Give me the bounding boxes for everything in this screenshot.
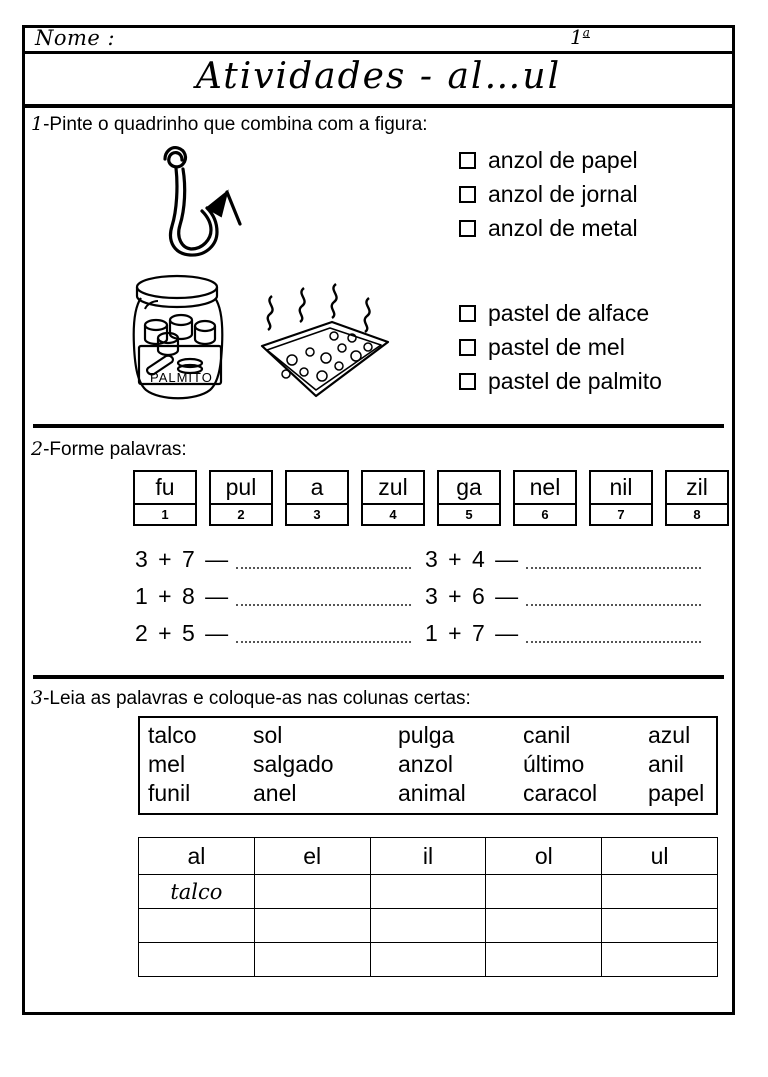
table-row: [139, 943, 718, 977]
table-cell[interactable]: [602, 943, 718, 977]
sorting-table: [138, 837, 718, 977]
option-group-pastel: [459, 296, 662, 398]
word-bank-word: anzol: [398, 751, 453, 777]
syllable-number: 3: [313, 507, 321, 522]
equation-answer-blank[interactable]: [526, 566, 701, 569]
syllable-number: 1: [161, 507, 169, 522]
word-bank-word: anil: [648, 751, 684, 777]
equation-expression: 1 + 8 —: [135, 583, 231, 609]
option-pastel-1[interactable]: [459, 296, 662, 330]
option-anzol-2[interactable]: [459, 177, 638, 211]
syllable-box: [513, 470, 577, 526]
syllable-box-row: [133, 470, 729, 526]
column-header-ul: ul: [602, 838, 718, 875]
exercise-2: [25, 428, 732, 675]
syllable-box: [209, 470, 273, 526]
word-bank-row: [148, 721, 716, 750]
exercise-2-instruction: Forme palavras:: [49, 439, 187, 460]
syllable-box: [285, 470, 349, 526]
fishing-hook-icon: [145, 138, 295, 268]
column-header-el: el: [254, 838, 370, 875]
exercise-1-dash: -: [43, 114, 50, 135]
exercise-1: [25, 108, 732, 424]
exercise-1-heading: [31, 113, 428, 136]
syllable-box: [437, 470, 501, 526]
equation-expression: 1 + 7 —: [425, 620, 521, 646]
syllable-number: 8: [693, 507, 701, 522]
syllable-text: nil: [591, 472, 651, 505]
equation-expression: 3 + 7 —: [135, 546, 231, 572]
option-anzol-3[interactable]: [459, 211, 638, 245]
equation-expression: 3 + 6 —: [425, 583, 521, 609]
equation-answer-blank[interactable]: [236, 566, 411, 569]
equation-answer-blank[interactable]: [526, 603, 701, 606]
exercise-3: [25, 679, 732, 979]
exercise-2-heading: [31, 438, 187, 461]
checkbox-icon[interactable]: [459, 186, 476, 203]
table-cell[interactable]: [486, 909, 602, 943]
checkbox-icon[interactable]: [459, 339, 476, 356]
exercise-3-dash: -: [43, 688, 50, 709]
column-header-ol: ol: [486, 838, 602, 875]
word-bank-word: azul: [648, 722, 691, 748]
option-label: anzol de jornal: [488, 180, 638, 207]
checkbox-icon[interactable]: [459, 220, 476, 237]
palmito-jar-and-pastel-icon: [120, 268, 450, 418]
word-bank-word: último: [523, 751, 585, 777]
checkbox-icon[interactable]: [459, 305, 476, 322]
option-label: pastel de alface: [488, 299, 650, 326]
table-cell[interactable]: [370, 943, 486, 977]
table-cell[interactable]: [254, 875, 370, 909]
checkbox-icon[interactable]: [459, 152, 476, 169]
checkbox-icon[interactable]: [459, 373, 476, 390]
column-header-al: al: [139, 838, 255, 875]
syllable-box: [133, 470, 197, 526]
equation-answer-blank[interactable]: [526, 640, 701, 643]
exercise-1-instruction: Pinte o quadrinho que combina com a figura:: [49, 114, 428, 135]
syllable-text: pul: [211, 472, 271, 505]
option-label: anzol de papel: [488, 146, 638, 173]
word-bank-word: canil: [523, 722, 571, 748]
option-group-anzol: [459, 143, 638, 245]
title-row: [25, 54, 732, 108]
word-bank-word: animal: [398, 780, 466, 806]
exercise-1-number: 1: [31, 113, 44, 135]
word-bank: [138, 716, 718, 815]
table-row: [139, 875, 718, 909]
option-pastel-2[interactable]: [459, 330, 662, 364]
equation-expression: 3 + 4 —: [425, 546, 521, 572]
equation-answer-blank[interactable]: [236, 603, 411, 606]
option-label: anzol de metal: [488, 214, 638, 241]
word-bank-word: talco: [148, 722, 197, 748]
exercise-3-instruction: Leia as palavras e coloque-as nas colunas certas:: [49, 688, 471, 709]
table-cell[interactable]: [254, 909, 370, 943]
word-bank-word: funil: [148, 780, 191, 806]
equation-row: [425, 620, 715, 647]
table-cell[interactable]: [486, 875, 602, 909]
name-row: [25, 25, 732, 54]
word-bank-word: pulga: [398, 722, 455, 748]
svg-text:PALMITO: PALMITO: [150, 370, 213, 385]
syllable-text: a: [287, 472, 347, 505]
syllable-text: fu: [135, 472, 195, 505]
grade-ordinal: a: [582, 25, 590, 40]
option-label: pastel de mel: [488, 333, 625, 360]
syllable-text: nel: [515, 472, 575, 505]
table-cell[interactable]: [370, 909, 486, 943]
exercise-2-dash: -: [43, 439, 50, 460]
word-bank-word: papel: [648, 780, 705, 806]
syllable-box: [589, 470, 653, 526]
exercise-2-number: 2: [31, 438, 44, 460]
exercise-3-heading: [31, 687, 471, 710]
syllable-number: 4: [389, 507, 397, 522]
table-cell[interactable]: [602, 909, 718, 943]
equation-grid: [135, 546, 725, 647]
worksheet-page: [22, 25, 735, 1015]
table-cell[interactable]: [254, 943, 370, 977]
word-bank-word: caracol: [523, 780, 598, 806]
table-cell[interactable]: [139, 943, 255, 977]
syllable-box: [361, 470, 425, 526]
syllable-text: zil: [667, 472, 727, 505]
syllable-text: zul: [363, 472, 423, 505]
table-cell[interactable]: [486, 943, 602, 977]
option-anzol-1[interactable]: [459, 143, 638, 177]
syllable-box: [665, 470, 729, 526]
equation-row: [135, 583, 425, 610]
table-cell[interactable]: [370, 875, 486, 909]
syllable-number: 5: [465, 507, 473, 522]
equation-row: [135, 620, 425, 647]
page-title: Atividades - al…ul: [195, 56, 562, 97]
equation-row: [135, 546, 425, 573]
column-header-il: il: [370, 838, 486, 875]
equation-expression: 2 + 5 —: [135, 620, 231, 646]
equation-answer-blank[interactable]: [236, 640, 411, 643]
exercise-3-number: 3: [31, 687, 44, 709]
word-bank-word: salgado: [253, 751, 334, 777]
option-label: pastel de palmito: [488, 367, 662, 394]
table-cell[interactable]: [139, 909, 255, 943]
name-label: Nome :: [35, 26, 116, 50]
syllable-number: 6: [541, 507, 549, 522]
grade-label: [570, 25, 590, 49]
table-cell[interactable]: [602, 875, 718, 909]
table-row: [139, 909, 718, 943]
option-pastel-3[interactable]: [459, 364, 662, 398]
syllable-number: 2: [237, 507, 245, 522]
word-bank-row: [148, 779, 716, 808]
word-bank-word: sol: [253, 722, 283, 748]
syllable-text: ga: [439, 472, 499, 505]
word-bank-word: anel: [253, 780, 297, 806]
word-bank-row: [148, 750, 716, 779]
equation-row: [425, 583, 715, 610]
grade-number: 1: [570, 25, 583, 49]
syllable-number: 7: [617, 507, 625, 522]
word-bank-word: mel: [148, 751, 186, 777]
table-header-row: [139, 838, 718, 875]
equation-row: [425, 546, 715, 573]
table-cell[interactable]: talco: [139, 875, 255, 909]
